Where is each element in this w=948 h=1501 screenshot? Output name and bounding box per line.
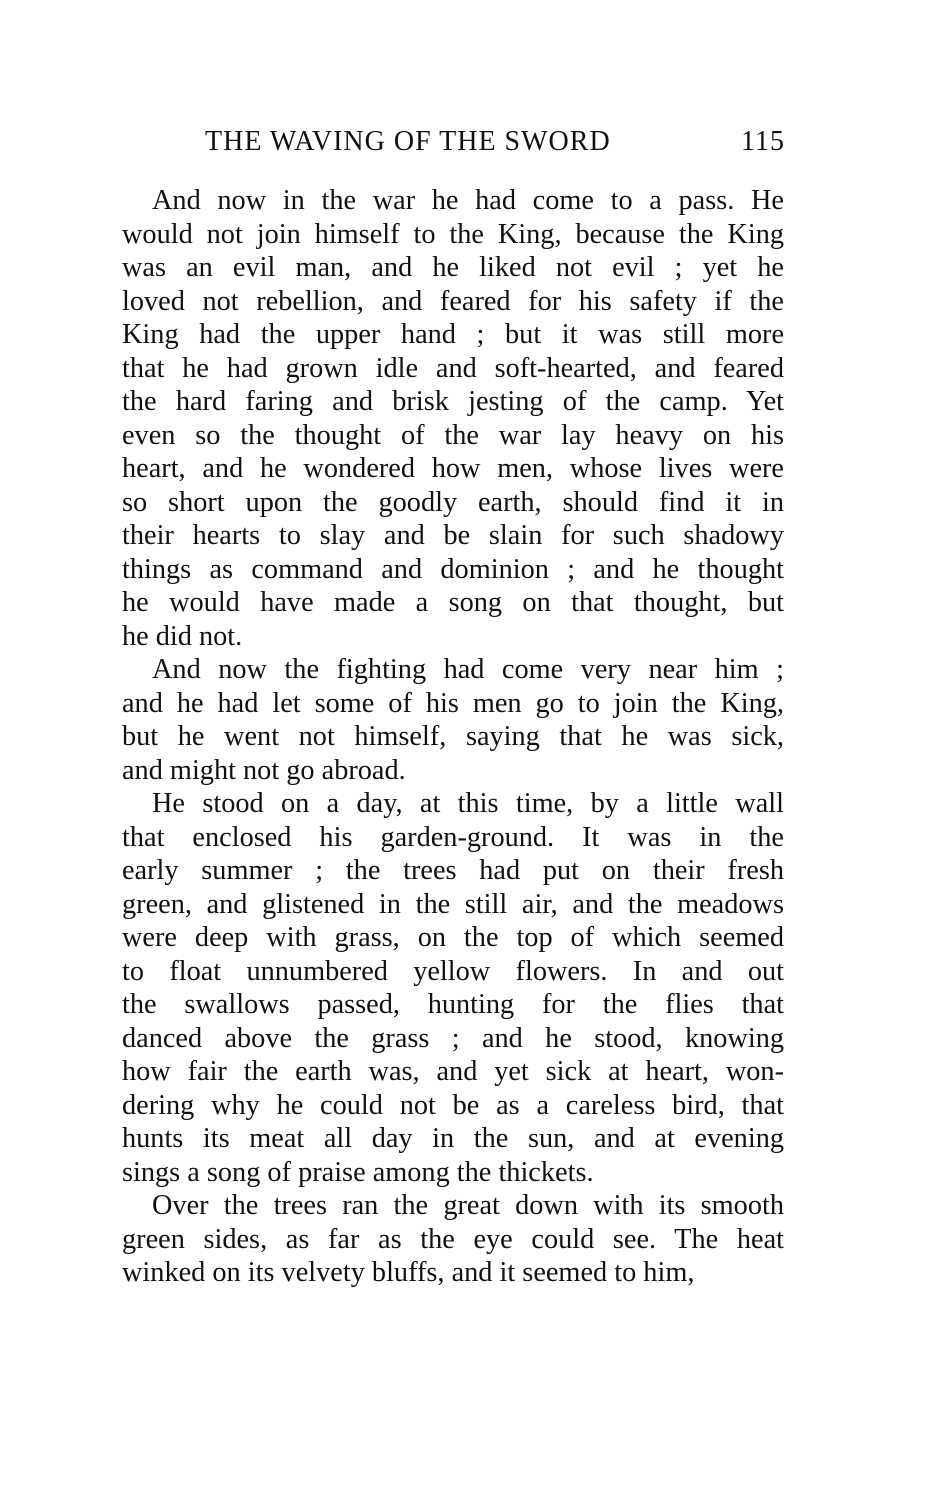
text-line: but he went not himself, saying that he was sick,: [122, 721, 784, 752]
text-line: early summer ; the trees had put on their fresh: [122, 855, 784, 886]
text-line: dering why he could not be as a careless bird, that: [122, 1089, 784, 1121]
text-line: and might not go abroad.: [122, 754, 406, 786]
text-line: how fair the earth was, and yet sick at heart, won-: [122, 1056, 784, 1087]
text-line: winked on its velvety bluffs, and it seemed to him,: [122, 1257, 695, 1288]
text-line: that he had grown idle and soft-hearted, and feared: [122, 352, 784, 384]
text-line: And now in the war he had come to a pass. He: [152, 185, 784, 216]
text-line: green, and glistened in the still air, and the meadows: [122, 888, 784, 920]
text-line: was an evil man, and he liked not evil ; yet he: [122, 252, 784, 283]
text-line: and he had let some of his men go to join the King,: [122, 687, 784, 719]
paragraph: [122, 1189, 784, 1290]
text-line: the swallows passed, hunting for the flies that: [122, 989, 784, 1020]
text-line: the hard faring and brisk jesting of the camp. Yet: [122, 386, 784, 417]
text-line: green sides, as far as the eye could see. The heat: [122, 1223, 784, 1255]
text-line: were deep with grass, on the top of which seemed: [122, 922, 784, 953]
text-line: danced above the grass ; and he stood, knowing: [122, 1022, 784, 1054]
text-line: heart, and he wondered how men, whose lives were: [122, 453, 784, 484]
body-text: [122, 184, 784, 1290]
text-line: And now the fighting had come very near him ;: [152, 654, 784, 685]
text-line: he would have made a song on that thought, but: [122, 587, 784, 618]
paragraph: [122, 184, 784, 653]
text-line: hunts its meat all day in the sun, and at evening: [122, 1123, 784, 1154]
text-line: He stood on a day, at this time, by a little wall: [152, 788, 784, 819]
text-line: things as command and dominion ; and he thought: [122, 553, 784, 585]
text-line: so short upon the goodly earth, should find it in: [122, 486, 784, 518]
running-head: [205, 126, 785, 166]
text-line: that enclosed his garden-ground. It was in the: [122, 821, 784, 853]
text-line: would not join himself to the King, because the King: [122, 218, 784, 250]
text-line: Over the trees ran the great down with its smooth: [152, 1190, 784, 1221]
text-line: King had the upper hand ; but it was still more: [122, 319, 784, 350]
text-line: loved not rebellion, and feared for his safety if the: [122, 285, 784, 317]
running-title: THE WAVING OF THE SWORD: [205, 126, 611, 157]
text-line: to float unnumbered yellow flowers. In and out: [122, 955, 784, 987]
paragraph: [122, 653, 784, 787]
text-line: he did not.: [122, 620, 243, 652]
page-number: 115: [741, 126, 785, 157]
text-line: even so the thought of the war lay heavy on his: [122, 419, 784, 451]
text-line: their hearts to slay and be slain for such shadowy: [122, 520, 784, 551]
paragraph: [122, 787, 784, 1189]
text-line: sings a song of praise among the thickets.: [122, 1156, 594, 1188]
